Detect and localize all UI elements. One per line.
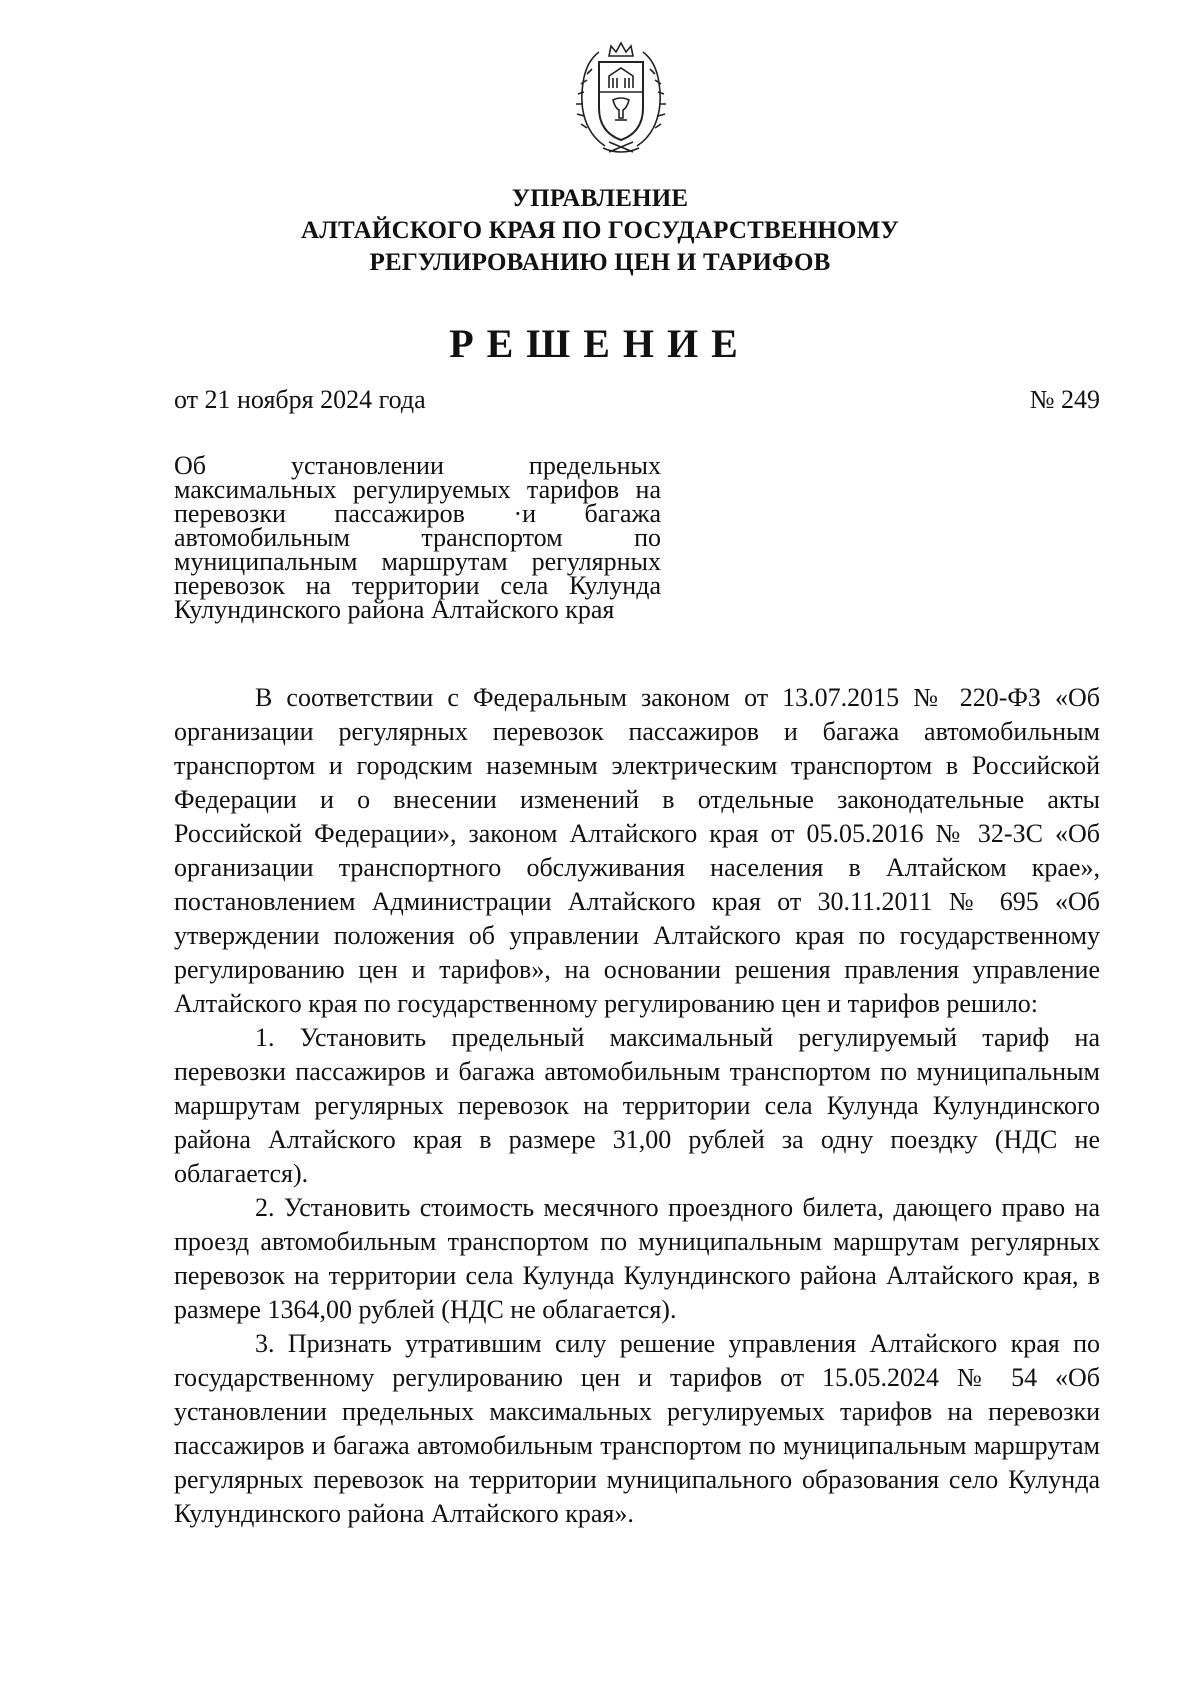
clause-2-paragraph: 2. Установить стоимость месячного проездного билета, дающего право на проезд автомобильным транспортом по муниципальным маршрутам регулярных перевозок на территории села Кулунда Кулундинского района Алтайского края, в размере 1364,00 рублей (НДС не облагается). [174,1193,1100,1324]
document-type-title: РЕШЕНИЕ [449,321,751,366]
document-number: № 249 [1029,385,1100,414]
document-body [174,681,1100,1531]
authority-line-3: РЕГУЛИРОВАНИЮ ЦЕН И ТАРИФОВ [369,249,831,276]
coat-of-arms-icon [575,38,667,160]
clause-1-paragraph: 1. Установить предельный максимальный регулируемый тариф на перевозки пассажиров и багажа автомобильным транспортом по муниципальным маршрутам регулярных перевозок на территории села Кулунда Кулундинского района Алтайского края в размере 31,00 рублей за одну поездку (НДС не облагается). [174,1023,1100,1188]
preamble-paragraph: В соответствии с Федеральным законом от 13.07.2015 № 220-ФЗ «Об организации регулярных перевозок пассажиров и багажа автомобильным транспортом и городским наземным электрическим транспортом в Российской Федерации и о внесении изменений в отдельные законодательные акты Российской Федерации», законом Алтайского края от 05.05.2016 № 32-ЗС «Об организации транспортного обслуживания населения в Алтайском крае», постановлением Администрации Алтайского края от 30.11.2011 № 695 «Об утверждении положения об управлении Алтайского края по государственному регулированию цен и тарифов», на основании решения правления управление Алтайского края по государственному регулированию цен и тарифов решило: [174,683,1100,1018]
authority-line-2: АЛТАЙСКОГО КРАЯ ПО ГОСУДАРСТВЕННОМУ [300,217,900,244]
document-subject: Об установлении предельных максимальных регулируемых тарифов на перевозки пассажиров ·и багажа автомобильным транспортом по муниципальным маршрутам регулярных перевозок на территории села Кулунда Кулундинского района Алтайского края [174,451,661,624]
document-date: от 21 ноября 2024 года [174,385,426,414]
issuing-authority [250,183,950,279]
clause-3-paragraph: 3. Признать утратившим силу решение управления Алтайского края по государственному регулированию цен и тарифов от 15.05.2024 № 54 «Об установлении предельных максимальных регулируемых тарифов на перевозки пассажиров и багажа автомобильным транспортом по муниципальным маршрутам регулярных перевозок на территории муниципального образования село Кулунда Кулундинского района Алтайского края». [174,1329,1100,1528]
authority-line-1: УПРАВЛЕНИЕ [511,185,689,212]
